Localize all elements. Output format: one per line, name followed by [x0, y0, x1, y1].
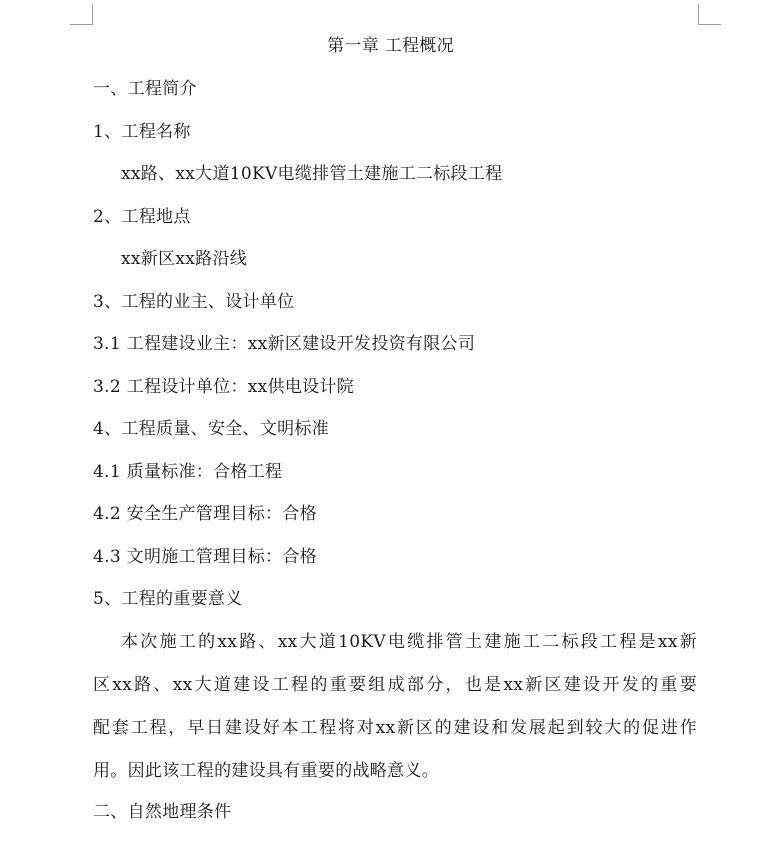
significance-paragraph-line-2: 区xx路、xx大道建设工程的重要组成部分，也是xx新区建设开发的重要 — [93, 675, 697, 695]
heading-significance: 5、工程的重要意义 — [93, 589, 243, 609]
heading-project-name: 1、工程名称 — [93, 122, 191, 142]
designer-line: 3.2 工程设计单位：xx供电设计院 — [93, 377, 355, 397]
quality-standard-line: 4.1 质量标准：合格工程 — [93, 462, 283, 482]
section-heading-overview: 一、工程简介 — [93, 79, 197, 99]
significance-paragraph-line-4: 用。因此该工程的建设具有重要的战略意义。 — [93, 761, 439, 781]
project-name-value: xx路、xx大道10KV电缆排管土建施工二标段工程 — [121, 164, 503, 184]
significance-paragraph-line-3: 配套工程，早日建设好本工程将对xx新区的建设和发展起到较大的促进作 — [93, 718, 697, 738]
crop-mark-top-right — [698, 4, 721, 25]
civilized-target-line: 4.3 文明施工管理目标：合格 — [93, 547, 317, 567]
heading-project-location: 2、工程地点 — [93, 207, 191, 227]
section-heading-natural-conditions: 二、自然地理条件 — [93, 802, 232, 822]
crop-mark-top-left — [70, 4, 93, 25]
safety-target-line: 4.2 安全生产管理目标：合格 — [93, 504, 317, 524]
project-location-value: xx新区xx路沿线 — [121, 249, 248, 269]
significance-paragraph-line-1: 本次施工的xx路、xx大道10KV电缆排管土建施工二标段工程是xx新 — [121, 632, 697, 652]
heading-owner-designer: 3、工程的业主、设计单位 — [93, 292, 295, 312]
owner-line: 3.1 工程建设业主：xx新区建设开发投资有限公司 — [93, 334, 476, 354]
chapter-title: 第一章 工程概况 — [327, 36, 454, 56]
heading-standards: 4、工程质量、安全、文明标准 — [93, 419, 330, 439]
